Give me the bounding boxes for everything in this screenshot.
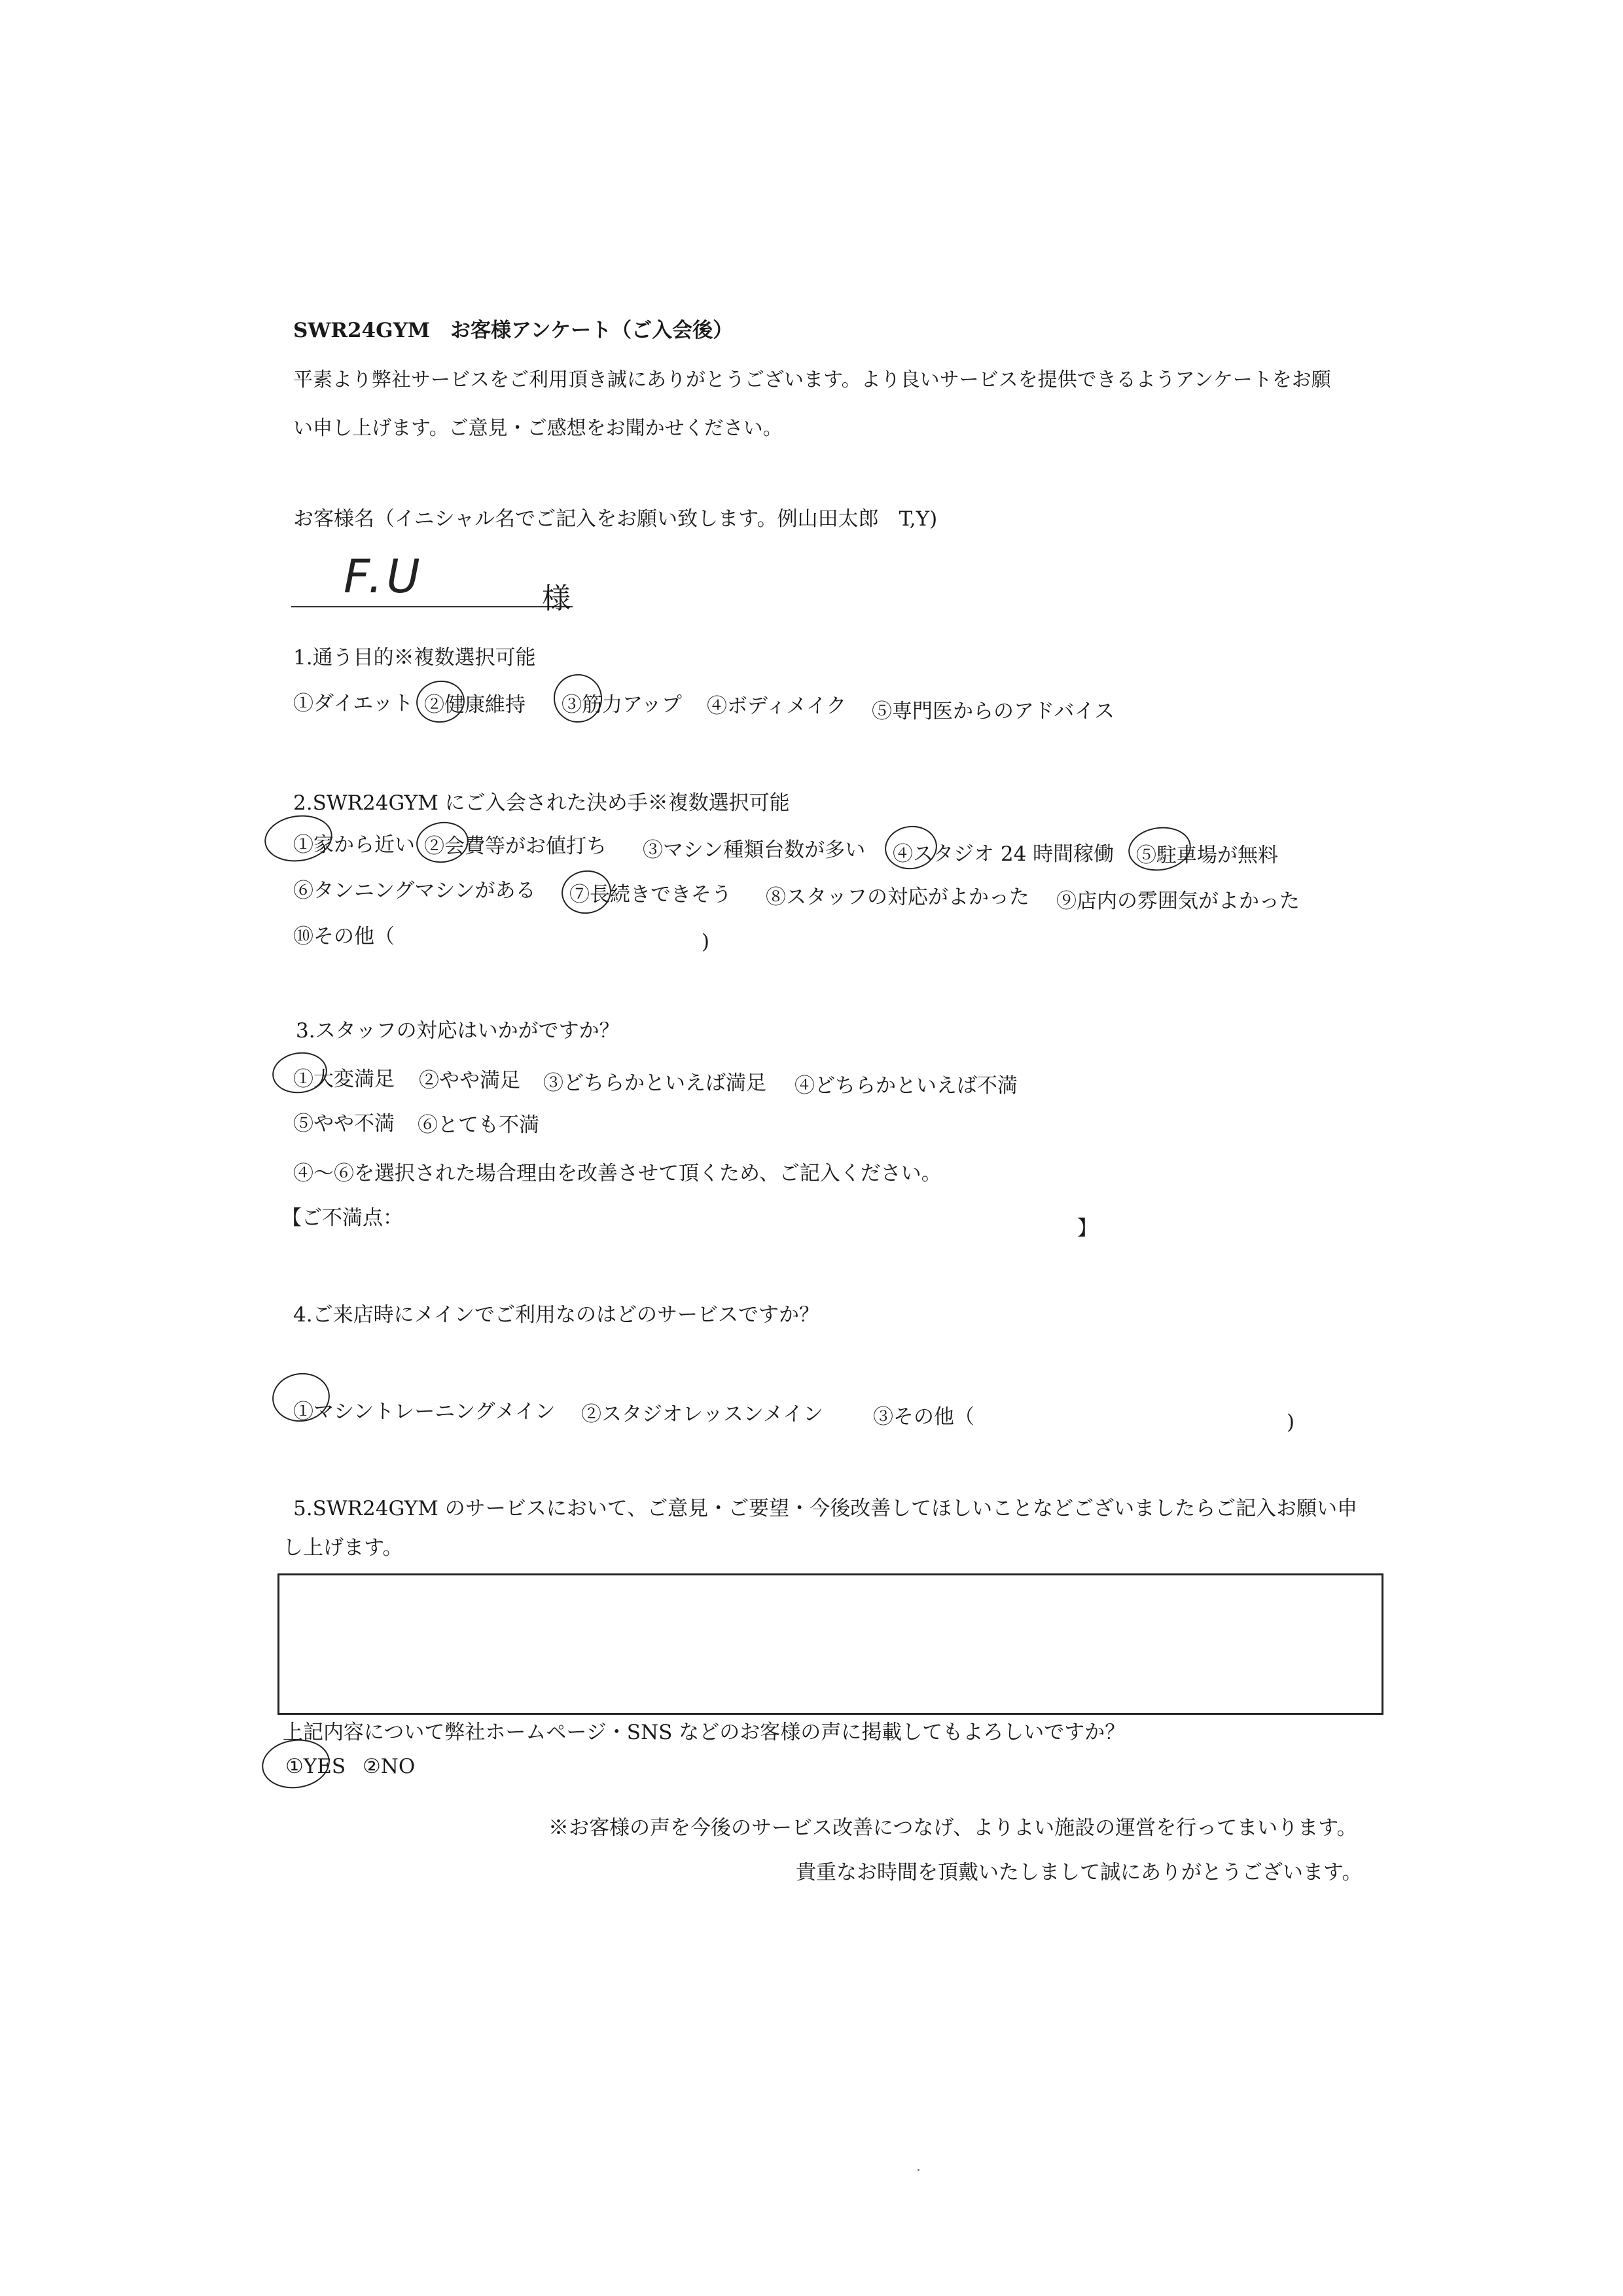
form-title: SWR24GYM お客様アンケート（ご入会後） xyxy=(293,319,734,342)
q2-option-1[interactable]: ①家から近い xyxy=(293,833,415,857)
q2-option-2[interactable]: ②会費等がお値打ち xyxy=(424,834,607,858)
q2-option-3[interactable]: ③マシン種類台数が多い xyxy=(643,838,866,862)
q2-selection-mark-7 xyxy=(559,867,614,917)
q2-option-8[interactable]: ⑧スタッフの対応がよかった xyxy=(766,886,1029,909)
q3-complaint-close: 】 xyxy=(1077,1217,1097,1240)
q5-heading-line-1: 5.SWR24GYM のサービスにおいて、ご意見・ご要望・今後改善してほしいことなどございましたらご記入お願い申 xyxy=(293,1497,1358,1520)
q2-option-10[interactable]: ⑩その他（ xyxy=(293,925,395,948)
q2-option-5[interactable]: ⑤駐車場が無料 xyxy=(1136,844,1278,867)
q3-option-1[interactable]: ①大変満足 xyxy=(293,1067,395,1091)
publish-option-no[interactable]: ②NO xyxy=(363,1755,416,1778)
intro-line-2: い申し上げます。ご意見・ご感想をお聞かせください。 xyxy=(293,417,783,440)
publish-option-yes[interactable]: ①YES xyxy=(285,1755,346,1778)
customer-name-label: お客様名（イニシャル名でご記入をお願い致します。例山田太郎 T,Y) xyxy=(293,507,938,531)
q2-other-close: ) xyxy=(702,930,710,954)
q4-option-3[interactable]: ③その他（ xyxy=(873,1405,974,1429)
q1-option-3[interactable]: ③筋力アップ xyxy=(562,693,682,717)
footer-note-2: 貴重なお時間を頂戴いたしまして誠にありがとうございます。 xyxy=(796,1861,1363,1884)
footer-note-1: ※お客様の声を今後のサービス改善につなげ、よりよい施設の運営を行ってまいります。 xyxy=(548,1816,1357,1840)
q1-heading: 1.通う目的※複数選択可能 xyxy=(293,646,536,670)
intro-line-1: 平素より弊社サービスをご利用頂き誠にありがとうございます。より良いサービスを提供できるようアンケートをお願 xyxy=(293,368,1331,391)
q3-note: ④～⑥を選択された場合理由を改善させて頂くため、ご記入ください。 xyxy=(293,1162,942,1185)
publish-question: 上記内容について弊社ホームページ・SNS などのお客様の声に掲載してもよろしいですか？ xyxy=(283,1721,1126,1744)
q3-complaint-open[interactable]: 【ご不満点： xyxy=(281,1206,403,1230)
q5-heading-line-2: し上げます。 xyxy=(283,1536,403,1560)
q2-heading: 2.SWR24GYM にご入会された決め手※複数選択可能 xyxy=(293,791,790,815)
q3-option-6[interactable]: ⑥とても不満 xyxy=(418,1113,539,1137)
q2-selection-mark-2 xyxy=(414,819,471,867)
q2-option-9[interactable]: ⑨店内の雰囲気がよかった xyxy=(1056,889,1300,913)
customer-honorific: 様 xyxy=(542,582,571,615)
q1-option-2[interactable]: ②健康維持 xyxy=(424,693,526,717)
q1-option-5[interactable]: ⑤専門医からのアドバイス xyxy=(872,700,1115,723)
q4-other-close: ) xyxy=(1287,1410,1295,1434)
q5-comment-box[interactable] xyxy=(277,1573,1383,1715)
q1-option-4[interactable]: ④ボディメイク xyxy=(707,694,847,718)
q2-option-7[interactable]: ⑦長続きできそう xyxy=(569,883,732,906)
q2-selection-mark-1 xyxy=(262,811,336,866)
q2-option-4[interactable]: ④スタジオ 24 時間稼働 xyxy=(893,842,1115,866)
scan-speck xyxy=(918,2169,919,2171)
q4-option-1[interactable]: ①マシントレーニングメイン xyxy=(293,1400,556,1424)
customer-name-handwritten[interactable]: F.U xyxy=(344,550,424,603)
q4-option-2[interactable]: ②スタジオレッスンメイン xyxy=(581,1403,824,1426)
q3-heading: 3.スタッフの対応はいかがですか？ xyxy=(296,1019,620,1043)
q4-heading: 4.ご来店時にメインでご利用なのはどのサービスですか？ xyxy=(293,1303,819,1327)
q2-option-6[interactable]: ⑥タンニングマシンがある xyxy=(293,879,536,903)
q3-option-3[interactable]: ③どちらかといえば満足 xyxy=(543,1071,766,1095)
q1-selection-mark-3 xyxy=(550,671,605,726)
q3-option-5[interactable]: ⑤やや不満 xyxy=(293,1112,395,1136)
q3-option-2[interactable]: ②やや満足 xyxy=(419,1069,520,1092)
q1-option-1[interactable]: ①ダイエット xyxy=(293,692,414,715)
q1-selection-mark-2 xyxy=(414,677,467,726)
customer-name-underline xyxy=(291,606,573,607)
q3-option-4[interactable]: ④どちらかといえば不満 xyxy=(794,1074,1018,1098)
